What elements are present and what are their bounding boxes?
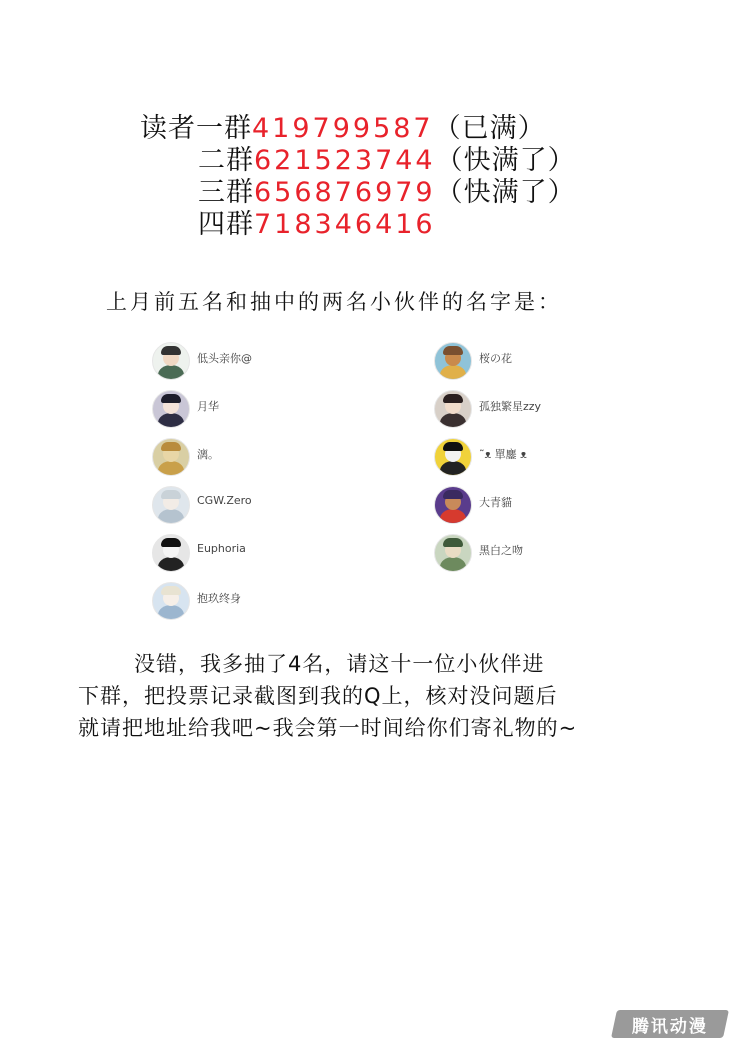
tencent-comics-watermark (611, 1010, 729, 1038)
group-label: 三群 (198, 177, 254, 208)
list-item (434, 336, 674, 384)
avatar (152, 486, 190, 524)
message-line-2: 下群，把投票记录截图到我的Q上，核对没问题后 (78, 684, 558, 708)
list-item (434, 384, 674, 432)
group-status: （快满了） (435, 177, 576, 208)
list-item (152, 384, 392, 432)
list-item (152, 336, 392, 384)
list-item (152, 576, 392, 624)
group-row-1 (140, 112, 546, 146)
group-number: 621523744 (254, 145, 436, 176)
group-number: 718346416 (254, 209, 436, 240)
user-name: ˜ᴥ 單鏖 ᴥ (479, 448, 527, 461)
group-number: 656876979 (254, 177, 436, 208)
group-label: 四群 (198, 209, 254, 240)
list-item (434, 432, 674, 480)
winners-list-left (152, 336, 392, 624)
avatar (152, 438, 190, 476)
user-name: 大青貓 (479, 496, 512, 509)
avatar (152, 390, 190, 428)
avatar (152, 342, 190, 380)
announcement-message (78, 648, 698, 744)
group-status: （已满） (433, 113, 546, 144)
group-row-3 (198, 176, 576, 210)
avatar (434, 486, 472, 524)
avatar (152, 534, 190, 572)
group-label: 读者一群 (140, 113, 252, 144)
user-name: Euphoria (197, 542, 246, 555)
list-item (434, 480, 674, 528)
user-name: 月华 (197, 400, 219, 413)
group-label: 二群 (198, 145, 254, 176)
list-item (434, 528, 674, 576)
user-name: 桜の花 (479, 352, 512, 365)
avatar (152, 582, 190, 620)
avatar (434, 390, 472, 428)
list-item (152, 480, 392, 528)
winners-title: 上月前五名和抽中的两名小伙伴的名字是： (106, 290, 562, 314)
avatar (434, 534, 472, 572)
user-name: 黑白之吻 (479, 544, 523, 557)
list-item (152, 528, 392, 576)
message-line-3: 就请把地址给我吧~我会第一时间给你们寄礼物的~ (78, 716, 578, 740)
message-line-1: 没错，我多抽了4名，请这十一位小伙伴进 (134, 652, 545, 676)
group-row-4 (198, 208, 436, 242)
watermark-text: 腾讯动漫 (632, 1016, 708, 1037)
group-number: 419799587 (252, 113, 434, 144)
user-name: CGW.Zero (197, 494, 252, 507)
user-name: 孤独繁星zzy (479, 400, 542, 413)
avatar (434, 342, 472, 380)
winners-list-right (434, 336, 674, 576)
list-item (152, 432, 392, 480)
user-name: 低头亲你@ (197, 352, 252, 365)
user-name: 漓。 (197, 448, 219, 461)
user-name: 抱玖终身 (197, 592, 241, 605)
group-status: （快满了） (435, 145, 576, 176)
group-row-2 (198, 144, 576, 178)
avatar (434, 438, 472, 476)
